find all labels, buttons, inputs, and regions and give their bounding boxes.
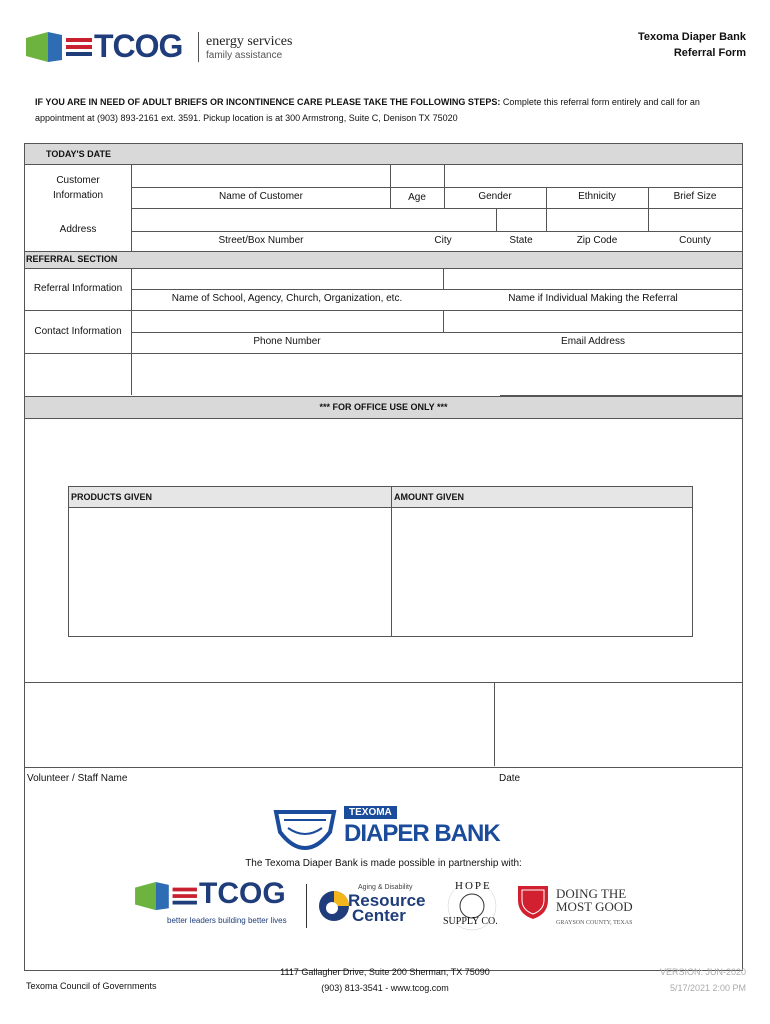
logo-divider (198, 32, 199, 62)
footer-version: VERSION: JUN-2020 (659, 967, 746, 977)
form-title-line1: Texoma Diaper Bank (637, 31, 746, 43)
amount-given-field[interactable] (393, 508, 691, 636)
referral-section-label: REFERRAL SECTION (26, 254, 118, 264)
hope-text: HOPE (455, 880, 492, 892)
footer-address-1: 1117 Gallagher Drive, Suite 200 Sherman, TX 75090 (280, 967, 490, 977)
instructions-rest: Complete this referral form entirely and call for an (500, 97, 700, 107)
instructions-line1 (35, 97, 700, 107)
gender-label: Gender (478, 191, 512, 202)
tcog-flag-icon (26, 32, 92, 64)
tcog-partner-tagline: better leaders building better lives (167, 916, 287, 925)
partnership-text: The Texoma Diaper Bank is made possible in partnership with: (245, 858, 522, 869)
diaper-bank-top: TEXOMA (344, 806, 397, 819)
form-title (638, 29, 746, 61)
street-label: Street/Box Number (218, 235, 304, 246)
phone-field[interactable] (132, 311, 442, 332)
name-of-customer-label: Name of Customer (219, 191, 303, 202)
hope-supply-logo (437, 880, 507, 932)
brief-size-label: Brief Size (673, 191, 717, 202)
volunteer-field[interactable] (26, 683, 493, 766)
partner-divider (306, 884, 307, 928)
salvation-army-shield-icon (516, 882, 550, 920)
salvation-army-logo (516, 882, 641, 930)
email-label: Email Address (561, 336, 625, 347)
customer-info-2: Information (52, 190, 104, 201)
todays-date-bar (25, 144, 742, 165)
logo-sub1: energy services (206, 34, 293, 49)
logo-sub2: family assistance (206, 50, 283, 61)
adrc-logo (318, 884, 430, 928)
referral-org-field[interactable] (132, 268, 442, 289)
customer-info-label (30, 173, 126, 203)
customer-name-field[interactable] (132, 165, 390, 187)
office-use-label: *** FOR OFFICE USE ONLY *** (319, 402, 448, 412)
instructions-line2: appointment at (903) 893-2161 ext. 3591. Pickup location is at 300 Armstrong, Suite C, Denison TX 75020 (35, 113, 458, 123)
date-label: Date (499, 773, 521, 784)
date-field[interactable] (496, 683, 741, 766)
salvation-line3: GRAYSON COUNTY, TEXAS (556, 920, 633, 926)
customer-info-1: Customer (56, 175, 100, 186)
instructions-bold: IF YOU ARE IN NEED OF ADULT BRIEFS OR INCONTINENCE CARE PLEASE TAKE THE FOLLOWING STEPS: (35, 97, 501, 107)
individual-label: Name if Individual Making the Referral (508, 293, 678, 304)
footer-address-2: (903) 813-3541 - www.tcog.com (321, 983, 449, 993)
adrc-line2: Resource (348, 891, 426, 910)
referral-info-label: Referral Information (33, 283, 123, 294)
adrc-line3: Center (352, 906, 406, 925)
tcog-partner-text: TCOG (199, 877, 286, 910)
age-label: Age (408, 192, 426, 203)
salvation-line2: MOST GOOD (556, 899, 633, 914)
volunteer-label: Volunteer / Staff Name (27, 773, 128, 784)
todays-date-label: TODAY'S DATE (46, 149, 111, 159)
contact-info-label: Contact Information (34, 326, 122, 337)
address-field[interactable] (132, 209, 742, 231)
diaper-bank-main: DIAPER BANK (344, 820, 500, 847)
footer-left: Texoma Council of Governments (26, 981, 157, 991)
diaper-bank-logo (272, 806, 502, 852)
form-title-line2: Referral Form (673, 47, 746, 59)
county-label: County (679, 235, 711, 246)
address-label: Address (59, 224, 97, 235)
tcog-partner-logo (135, 877, 307, 930)
logo-text: TCOG (94, 28, 183, 64)
adrc-circle-icon (318, 890, 350, 922)
supply-text: SUPPLY CO. (443, 916, 498, 927)
diaper-icon (272, 806, 338, 852)
tcog-logo (26, 30, 296, 64)
salvation-line1: DOING THE (556, 886, 627, 901)
tcog-flag-icon (135, 882, 197, 912)
org-name-label: Name of School, Agency, Church, Organization, etc. (171, 293, 403, 304)
products-given-label: PRODUCTS GIVEN (71, 492, 153, 502)
ethnicity-label: Ethnicity (578, 191, 616, 202)
referral-individual-field[interactable] (444, 268, 742, 289)
zip-label: Zip Code (576, 235, 618, 246)
amount-given-label: AMOUNT GIVEN (394, 492, 465, 502)
referral-section-bar (25, 251, 742, 269)
products-given-field[interactable] (70, 508, 390, 636)
city-label: City (434, 235, 452, 246)
phone-label: Phone Number (253, 336, 321, 347)
adrc-line1: Aging & Disability (358, 884, 413, 891)
state-label: State (509, 235, 533, 246)
footer-stamp: 5/17/2021 2:00 PM (669, 983, 746, 993)
email-field[interactable] (444, 311, 742, 332)
